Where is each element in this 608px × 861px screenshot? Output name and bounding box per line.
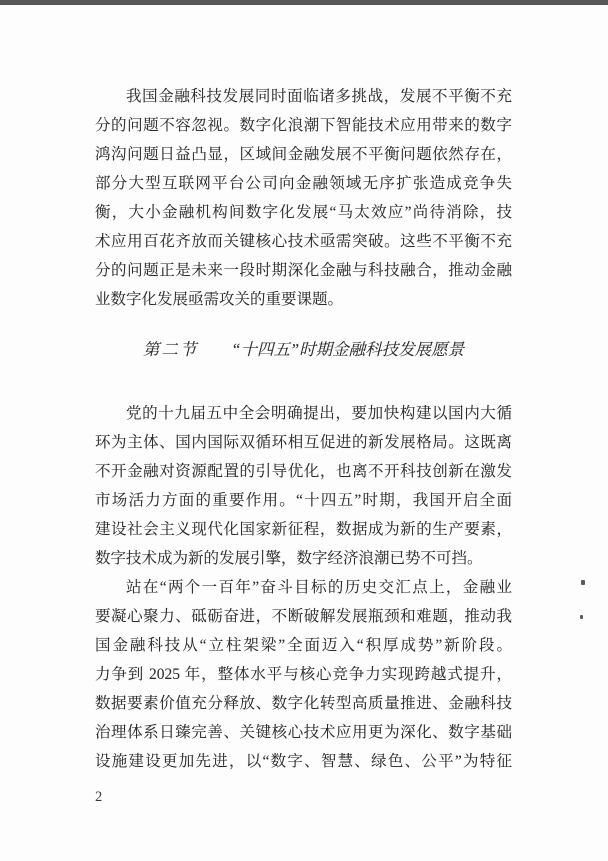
page-content	[95, 82, 512, 776]
scan-edge-bar	[0, 0, 608, 5]
body-text-line: 分的问题不容忽视。数字化浪潮下智能技术应用带来的数字	[95, 117, 512, 134]
body-text-line: 站在“两个一百年”奋斗目标的历史交汇点上，金融业	[126, 579, 512, 596]
body-text-line: 治理体系日臻完善、关键核心技术应用更为深化、数字基础	[95, 724, 512, 741]
section-heading	[95, 335, 512, 364]
body-text-line: 设施建设更加先进，以“数字、智慧、绿色、公平”为特征	[95, 753, 512, 770]
body-text-line: 数字技术成为新的发展引擎，数字经济浪潮已势不可挡。	[95, 550, 483, 567]
body-text-line: 要凝心聚力、砥砺奋进，不断破解发展瓶颈和难题，推动我	[95, 608, 512, 625]
body-text-line: 分的问题正是未来一段时期深化金融与科技融合，推动金融	[95, 262, 512, 279]
body-text-line: 业数字化发展亟需攻关的重要课题。	[95, 291, 344, 308]
section-heading-label: 第二节	[142, 340, 199, 359]
body-text-line: 环为主体、国内国际双循环相互促进的新发展格局。这既离	[95, 434, 512, 451]
body-text-line: 术应用百花齐放而关键核心技术亟需突破。这些不平衡不充	[95, 233, 512, 250]
body-text-line: 市场活力方面的重要作用。“十四五”时期，我国开启全面	[95, 492, 512, 509]
section-heading-title: “十四五”时期金融科技发展愿景	[231, 340, 465, 359]
scan-speck	[581, 580, 585, 585]
paragraph	[95, 399, 512, 573]
body-text-line: 数据要素价值充分释放、数字化转型高质量推进、金融科技	[95, 695, 512, 712]
body-text-line: 部分大型互联网平台公司向金融领域无序扩张造成竞争失	[95, 175, 512, 192]
body-text-line: 建设社会主义现代化国家新征程，数据成为新的生产要素，	[95, 521, 512, 538]
body-text-line: 鸿沟问题日益凸显，区域间金融发展不平衡问题依然存在，	[95, 146, 512, 163]
body-text-line: 国金融科技从“立柱架梁”全面迈入“积厚成势”新阶段。	[95, 637, 512, 654]
body-text-line: 我国金融科技发展同时面临诸多挑战，发展不平衡不充	[126, 88, 512, 105]
body-text-line: 力争到 2025 年，整体水平与核心竞争力实现跨越式提升，	[95, 666, 512, 683]
page-number: 2	[95, 789, 103, 805]
body-text-line: 党的十九届五中全会明确提出，要加快构建以国内大循	[126, 405, 512, 422]
paragraph	[95, 82, 512, 314]
scan-speck	[580, 615, 583, 619]
paragraph	[95, 573, 512, 776]
body-text-line: 衡，大小金融机构间数字化发展“马太效应”尚待消除，技	[95, 204, 512, 221]
body-text-line: 不开金融对资源配置的引导优化，也离不开科技创新在激发	[95, 463, 512, 480]
